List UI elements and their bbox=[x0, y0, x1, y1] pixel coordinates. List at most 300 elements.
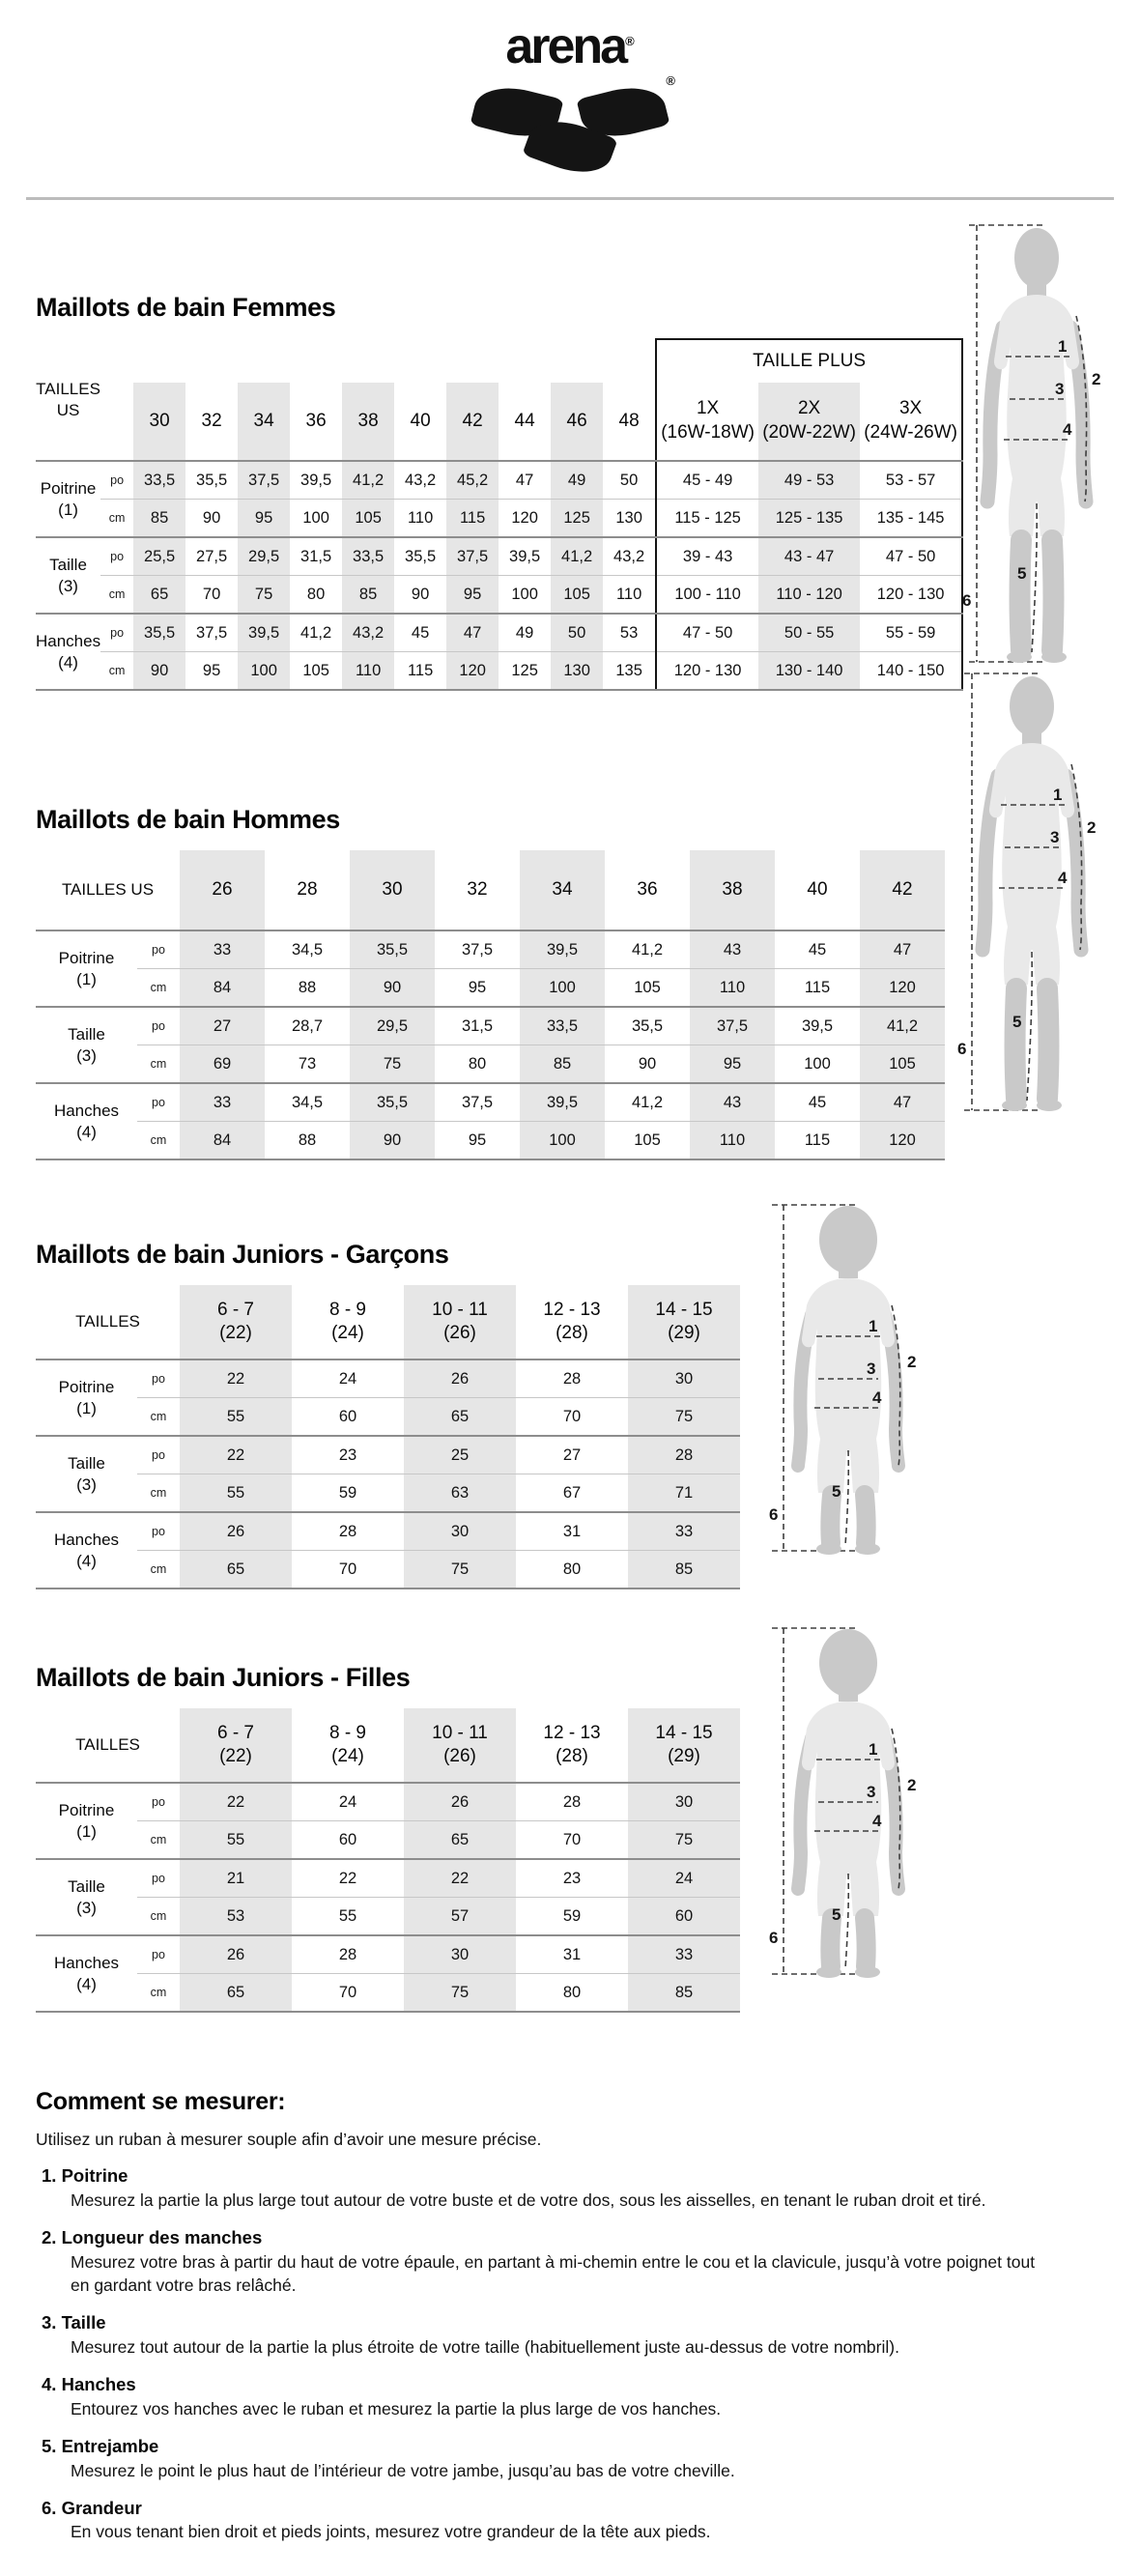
value-cell: 90 bbox=[394, 576, 446, 615]
howto-item-title bbox=[42, 2496, 1104, 2521]
value-cell: 95 bbox=[238, 500, 290, 538]
howto-item-hanches bbox=[42, 2372, 1104, 2421]
value-cell: 27 bbox=[180, 1007, 265, 1045]
size-header bbox=[292, 1285, 404, 1360]
row-label-name: Taille bbox=[49, 556, 87, 575]
value-cell: 45 bbox=[775, 930, 860, 969]
value-cell: 28 bbox=[292, 1512, 404, 1551]
row-label bbox=[36, 1935, 137, 2012]
size-header: 34 bbox=[520, 850, 605, 930]
unit-label: cm bbox=[100, 652, 133, 691]
plus-size-range: (16W-18W) bbox=[661, 422, 755, 443]
howto-item-title bbox=[42, 2310, 1104, 2335]
row-label-number: (4) bbox=[76, 1551, 97, 1570]
size-header bbox=[180, 1708, 292, 1783]
value-cell: 41,2 bbox=[605, 1083, 690, 1122]
value-cell: 50 bbox=[551, 614, 603, 652]
size-header: 36 bbox=[605, 850, 690, 930]
unit-label: po bbox=[137, 1083, 180, 1122]
size-alt: (22) bbox=[219, 1746, 252, 1766]
header-divider bbox=[26, 197, 1114, 200]
body-figure-boy bbox=[756, 1193, 940, 1562]
howto-item-title bbox=[42, 2372, 1104, 2397]
unit-label: cm bbox=[137, 1974, 180, 2013]
value-cell: 105 bbox=[605, 969, 690, 1008]
value-cell: 35,5 bbox=[394, 537, 446, 576]
value-cell: 43,2 bbox=[342, 614, 394, 652]
value-cell: 41,2 bbox=[860, 1007, 945, 1045]
howto-item-number: 4. bbox=[42, 2374, 57, 2395]
size-header: 34 bbox=[238, 383, 290, 461]
row-label-number: (3) bbox=[76, 1898, 97, 1917]
plus-value-cell: 45 - 49 bbox=[656, 461, 758, 500]
value-cell: 120 bbox=[499, 500, 551, 538]
value-cell: 37,5 bbox=[690, 1007, 775, 1045]
value-cell: 115 bbox=[775, 969, 860, 1008]
value-cell: 95 bbox=[185, 652, 238, 691]
unit-label: cm bbox=[100, 500, 133, 538]
howto-item-poitrine bbox=[42, 2163, 1104, 2213]
size-header: 32 bbox=[185, 383, 238, 461]
size-alt: (24) bbox=[331, 1746, 364, 1766]
unit-label: cm bbox=[100, 576, 133, 615]
value-cell: 90 bbox=[133, 652, 185, 691]
howto-item-manches bbox=[42, 2225, 1104, 2299]
value-cell: 105 bbox=[860, 1045, 945, 1084]
value-cell: 37,5 bbox=[435, 1083, 520, 1122]
size-header: 38 bbox=[690, 850, 775, 930]
howto-item-body: En vous tenant bien droit et pieds joints, mesurez votre grandeur de la tête aux pieds. bbox=[71, 2522, 711, 2542]
value-cell: 60 bbox=[292, 1398, 404, 1437]
value-cell: 105 bbox=[342, 500, 394, 538]
howto-item-body: Mesurez tout autour de la partie la plus étroite de votre taille (habituellement juste au-dessus de votre nombril). bbox=[71, 2337, 899, 2358]
value-cell: 53 bbox=[603, 614, 656, 652]
size-header: 28 bbox=[265, 850, 350, 930]
registered-mark: ® bbox=[666, 73, 675, 88]
size-alt: (29) bbox=[668, 1323, 700, 1343]
sizes-label: TAILLES US bbox=[36, 339, 100, 461]
unit-label: cm bbox=[137, 1474, 180, 1513]
plus-size-header bbox=[860, 383, 962, 461]
plus-value-cell: 55 - 59 bbox=[860, 614, 962, 652]
value-cell: 41,2 bbox=[342, 461, 394, 500]
row-label bbox=[36, 1512, 137, 1589]
row-label bbox=[36, 1360, 137, 1436]
value-cell: 70 bbox=[292, 1974, 404, 2013]
value-cell: 39,5 bbox=[520, 930, 605, 969]
size-name: 14 - 15 bbox=[655, 1723, 713, 1744]
row-label-number: (4) bbox=[76, 1974, 97, 1993]
value-cell: 69 bbox=[180, 1045, 265, 1084]
row-label bbox=[36, 461, 100, 537]
value-cell: 105 bbox=[290, 652, 342, 691]
value-cell: 75 bbox=[628, 1821, 740, 1860]
arena-wordmark bbox=[444, 18, 696, 74]
value-cell: 50 bbox=[603, 461, 656, 500]
row-label bbox=[36, 930, 137, 1007]
sizes-label: TAILLES bbox=[36, 1285, 180, 1360]
plus-value-cell: 110 - 120 bbox=[758, 576, 860, 615]
size-table-filles-host bbox=[36, 1708, 1104, 2013]
value-cell: 39,5 bbox=[238, 614, 290, 652]
value-cell: 25 bbox=[404, 1436, 516, 1474]
value-cell: 95 bbox=[446, 576, 499, 615]
value-cell: 120 bbox=[860, 1122, 945, 1160]
size-header bbox=[404, 1708, 516, 1783]
value-cell: 90 bbox=[350, 969, 435, 1008]
howto-item-body: Entourez vos hanches avec le ruban et mesurez la partie la plus large de vos hanches. bbox=[71, 2398, 722, 2419]
value-cell: 23 bbox=[292, 1436, 404, 1474]
unit-label: cm bbox=[137, 1551, 180, 1589]
row-label bbox=[36, 537, 100, 614]
plus-value-cell: 125 - 135 bbox=[758, 500, 860, 538]
size-name: 8 - 9 bbox=[328, 1723, 367, 1744]
value-cell: 22 bbox=[292, 1859, 404, 1898]
plus-size-range: (24W-26W) bbox=[864, 422, 957, 443]
size-header: 40 bbox=[775, 850, 860, 930]
size-guide-page bbox=[0, 18, 1140, 2576]
unit-label: po bbox=[100, 614, 133, 652]
plus-value-cell: 120 - 130 bbox=[860, 576, 962, 615]
value-cell: 130 bbox=[551, 652, 603, 691]
value-cell: 125 bbox=[499, 652, 551, 691]
section-garcons bbox=[36, 1240, 1104, 1589]
unit-label: po bbox=[137, 930, 180, 969]
row-label-number: (3) bbox=[58, 576, 78, 595]
row-label bbox=[36, 1007, 137, 1083]
unit-label: po bbox=[137, 1783, 180, 1821]
size-table-garcons-host bbox=[36, 1285, 1104, 1589]
plus-value-cell: 47 - 50 bbox=[860, 537, 962, 576]
plus-value-cell: 130 - 140 bbox=[758, 652, 860, 691]
value-cell: 49 bbox=[499, 614, 551, 652]
howto-intro: Utilisez un ruban à mesurer souple afin d’avoir une mesure précise. bbox=[36, 2130, 542, 2149]
unit-label: po bbox=[137, 1360, 180, 1398]
section-title-femmes: Maillots de bain Femmes bbox=[36, 293, 336, 322]
unit-label: po bbox=[137, 1935, 180, 1974]
howto-item-number: 3. bbox=[42, 2312, 57, 2333]
value-cell: 75 bbox=[628, 1398, 740, 1437]
value-cell: 65 bbox=[404, 1821, 516, 1860]
value-cell: 84 bbox=[180, 1122, 265, 1160]
value-cell: 115 bbox=[775, 1122, 860, 1160]
row-label bbox=[36, 614, 100, 690]
value-cell: 110 bbox=[690, 1122, 775, 1160]
value-cell: 80 bbox=[290, 576, 342, 615]
section-femmes bbox=[36, 293, 1104, 691]
plus-value-cell: 115 - 125 bbox=[656, 500, 758, 538]
value-cell: 85 bbox=[133, 500, 185, 538]
size-header: 30 bbox=[350, 850, 435, 930]
plus-value-cell: 39 - 43 bbox=[656, 537, 758, 576]
value-cell: 24 bbox=[292, 1360, 404, 1398]
howto-item-body: Mesurez la partie la plus large tout autour de votre buste et de votre dos, sous les aisselles, en tenant le ruban droit et tiré. bbox=[71, 2190, 986, 2210]
value-cell: 120 bbox=[860, 969, 945, 1008]
unit-label: po bbox=[137, 1007, 180, 1045]
body-figure-woman bbox=[959, 215, 1104, 670]
row-label-number: (1) bbox=[76, 1821, 97, 1841]
section-filles bbox=[36, 1663, 1104, 2013]
value-cell: 24 bbox=[628, 1859, 740, 1898]
value-cell: 60 bbox=[292, 1821, 404, 1860]
size-header: 30 bbox=[133, 383, 185, 461]
plus-value-cell: 135 - 145 bbox=[860, 500, 962, 538]
value-cell: 30 bbox=[628, 1783, 740, 1821]
size-alt: (29) bbox=[668, 1746, 700, 1766]
body-figure-man bbox=[950, 664, 1104, 1118]
unit-label: cm bbox=[137, 1045, 180, 1084]
value-cell: 73 bbox=[265, 1045, 350, 1084]
value-cell: 85 bbox=[628, 1974, 740, 2013]
value-cell: 80 bbox=[516, 1551, 628, 1589]
size-table bbox=[36, 1708, 740, 2013]
row-label-name: Taille bbox=[68, 1454, 105, 1474]
value-cell: 65 bbox=[404, 1398, 516, 1437]
plus-value-cell: 120 - 130 bbox=[656, 652, 758, 691]
row-label-number: (4) bbox=[58, 652, 78, 672]
value-cell: 21 bbox=[180, 1859, 292, 1898]
how-to-measure bbox=[36, 2088, 1104, 2544]
value-cell: 88 bbox=[265, 1122, 350, 1160]
value-cell: 100 bbox=[775, 1045, 860, 1084]
value-cell: 24 bbox=[292, 1783, 404, 1821]
plus-value-cell: 53 - 57 bbox=[860, 461, 962, 500]
value-cell: 26 bbox=[180, 1512, 292, 1551]
howto-item-label: Longueur des manches bbox=[61, 2226, 263, 2247]
value-cell: 39,5 bbox=[499, 537, 551, 576]
value-cell: 29,5 bbox=[238, 537, 290, 576]
value-cell: 27 bbox=[516, 1436, 628, 1474]
howto-item-number: 1. bbox=[42, 2165, 57, 2186]
value-cell: 75 bbox=[238, 576, 290, 615]
row-label-name: Poitrine bbox=[58, 1378, 115, 1397]
row-label-name: Hanches bbox=[53, 1954, 120, 1973]
value-cell: 25,5 bbox=[133, 537, 185, 576]
howto-item-label: Taille bbox=[61, 2312, 106, 2333]
unit-label: po bbox=[100, 537, 133, 576]
value-cell: 28 bbox=[516, 1360, 628, 1398]
value-cell: 30 bbox=[404, 1512, 516, 1551]
value-cell: 45,2 bbox=[446, 461, 499, 500]
howto-item-body: Mesurez le point le plus haut de l’intérieur de votre jambe, jusqu’au bas de votre cheville. bbox=[71, 2460, 735, 2480]
value-cell: 45 bbox=[775, 1083, 860, 1122]
value-cell: 59 bbox=[516, 1898, 628, 1936]
value-cell: 34,5 bbox=[265, 930, 350, 969]
value-cell: 22 bbox=[404, 1859, 516, 1898]
unit-label: cm bbox=[137, 1398, 180, 1437]
row-label-name: Hanches bbox=[36, 632, 101, 651]
value-cell: 43,2 bbox=[394, 461, 446, 500]
unit-label: cm bbox=[137, 1122, 180, 1160]
value-cell: 90 bbox=[605, 1045, 690, 1084]
value-cell: 105 bbox=[605, 1122, 690, 1160]
value-cell: 26 bbox=[404, 1360, 516, 1398]
row-label-number: (1) bbox=[76, 969, 97, 988]
plus-size-range: (20W-22W) bbox=[762, 422, 856, 443]
size-alt: (26) bbox=[443, 1746, 476, 1766]
value-cell: 37,5 bbox=[446, 537, 499, 576]
value-cell: 65 bbox=[133, 576, 185, 615]
row-label-name: Hanches bbox=[53, 1102, 120, 1121]
size-alt: (22) bbox=[219, 1323, 252, 1343]
size-header bbox=[516, 1285, 628, 1360]
value-cell: 55 bbox=[292, 1898, 404, 1936]
row-label-number: (3) bbox=[76, 1045, 97, 1065]
plus-size-name: 2X bbox=[797, 398, 821, 419]
howto-heading: Comment se mesurer: bbox=[36, 2088, 286, 2115]
value-cell: 75 bbox=[404, 1974, 516, 2013]
value-cell: 55 bbox=[180, 1474, 292, 1513]
value-cell: 28,7 bbox=[265, 1007, 350, 1045]
value-cell: 31 bbox=[516, 1512, 628, 1551]
value-cell: 63 bbox=[404, 1474, 516, 1513]
plus-value-cell: 47 - 50 bbox=[656, 614, 758, 652]
value-cell: 70 bbox=[516, 1398, 628, 1437]
size-header: 44 bbox=[499, 383, 551, 461]
value-cell: 47 bbox=[860, 1083, 945, 1122]
size-header: 38 bbox=[342, 383, 394, 461]
value-cell: 100 bbox=[290, 500, 342, 538]
plus-value-cell: 140 - 150 bbox=[860, 652, 962, 691]
size-table bbox=[36, 850, 945, 1160]
value-cell: 100 bbox=[520, 969, 605, 1008]
value-cell: 35,5 bbox=[605, 1007, 690, 1045]
howto-item-number: 2. bbox=[42, 2226, 57, 2247]
value-cell: 28 bbox=[628, 1436, 740, 1474]
value-cell: 80 bbox=[516, 1974, 628, 2013]
size-name: 14 - 15 bbox=[655, 1300, 713, 1321]
value-cell: 59 bbox=[292, 1474, 404, 1513]
value-cell: 130 bbox=[603, 500, 656, 538]
value-cell: 29,5 bbox=[350, 1007, 435, 1045]
value-cell: 70 bbox=[516, 1821, 628, 1860]
howto-item-title bbox=[42, 2434, 1104, 2459]
howto-item-number: 6. bbox=[42, 2497, 57, 2518]
size-name: 10 - 11 bbox=[432, 1300, 488, 1321]
value-cell: 47 bbox=[860, 930, 945, 969]
size-table-hommes-host bbox=[36, 850, 1104, 1160]
unit-label: cm bbox=[137, 1898, 180, 1936]
size-table bbox=[36, 1285, 740, 1589]
size-header bbox=[628, 1285, 740, 1360]
size-alt: (28) bbox=[556, 1746, 588, 1766]
value-cell: 55 bbox=[180, 1398, 292, 1437]
value-cell: 28 bbox=[516, 1783, 628, 1821]
size-header: 36 bbox=[290, 383, 342, 461]
unit-label: cm bbox=[137, 1821, 180, 1860]
value-cell: 33 bbox=[180, 930, 265, 969]
value-cell: 71 bbox=[628, 1474, 740, 1513]
row-label-name: Poitrine bbox=[58, 949, 115, 968]
value-cell: 47 bbox=[446, 614, 499, 652]
sizes-label: TAILLES US bbox=[36, 850, 180, 930]
size-header: 42 bbox=[860, 850, 945, 930]
section-title-filles: Maillots de bain Juniors - Filles bbox=[36, 1663, 411, 1692]
value-cell: 34,5 bbox=[265, 1083, 350, 1122]
size-name: 10 - 11 bbox=[432, 1723, 488, 1744]
value-cell: 75 bbox=[350, 1045, 435, 1084]
value-cell: 33 bbox=[628, 1512, 740, 1551]
value-cell: 85 bbox=[342, 576, 394, 615]
size-alt: (24) bbox=[331, 1323, 364, 1343]
howto-item-body: Mesurez votre bras à partir du haut de votre épaule, en partant à mi-chemin entre le cou et la clavicule, jusqu’à votre poignet tout en gardant votre bras relâché. bbox=[71, 2251, 1036, 2296]
value-cell: 67 bbox=[516, 1474, 628, 1513]
arena-logo bbox=[444, 18, 696, 172]
size-name: 8 - 9 bbox=[328, 1300, 367, 1321]
size-header: 48 bbox=[603, 383, 656, 461]
howto-item-number: 5. bbox=[42, 2435, 57, 2456]
section-title-hommes: Maillots de bain Hommes bbox=[36, 805, 340, 834]
value-cell: 85 bbox=[628, 1551, 740, 1589]
size-header: 40 bbox=[394, 383, 446, 461]
size-header: 46 bbox=[551, 383, 603, 461]
size-header bbox=[292, 1708, 404, 1783]
value-cell: 125 bbox=[551, 500, 603, 538]
value-cell: 47 bbox=[499, 461, 551, 500]
value-cell: 22 bbox=[180, 1360, 292, 1398]
row-label bbox=[36, 1083, 137, 1159]
size-name: 12 - 13 bbox=[543, 1723, 601, 1744]
value-cell: 35,5 bbox=[350, 930, 435, 969]
size-header bbox=[516, 1708, 628, 1783]
plus-size-name: 3X bbox=[898, 398, 923, 419]
value-cell: 33,5 bbox=[342, 537, 394, 576]
howto-item-grandeur bbox=[42, 2496, 1104, 2545]
size-header bbox=[628, 1708, 740, 1783]
howto-item-title bbox=[42, 2163, 1104, 2189]
size-alt: (26) bbox=[443, 1323, 476, 1343]
value-cell: 30 bbox=[628, 1360, 740, 1398]
value-cell: 27,5 bbox=[185, 537, 238, 576]
plus-size-group-header: TAILLE PLUS bbox=[656, 339, 962, 383]
howto-item-label: Hanches bbox=[61, 2374, 136, 2395]
size-header: 26 bbox=[180, 850, 265, 930]
value-cell: 55 bbox=[180, 1821, 292, 1860]
value-cell: 33 bbox=[180, 1083, 265, 1122]
row-label bbox=[36, 1783, 137, 1859]
value-cell: 37,5 bbox=[435, 930, 520, 969]
value-cell: 26 bbox=[404, 1783, 516, 1821]
value-cell: 35,5 bbox=[133, 614, 185, 652]
value-cell: 33,5 bbox=[133, 461, 185, 500]
row-label-name: Poitrine bbox=[40, 479, 97, 499]
value-cell: 53 bbox=[180, 1898, 292, 1936]
size-header: 42 bbox=[446, 383, 499, 461]
size-name: 6 - 7 bbox=[216, 1723, 255, 1744]
value-cell: 30 bbox=[404, 1935, 516, 1974]
row-label bbox=[36, 1859, 137, 1935]
value-cell: 135 bbox=[603, 652, 656, 691]
size-name: 12 - 13 bbox=[543, 1300, 601, 1321]
value-cell: 84 bbox=[180, 969, 265, 1008]
value-cell: 37,5 bbox=[238, 461, 290, 500]
value-cell: 35,5 bbox=[350, 1083, 435, 1122]
size-table-femmes-host bbox=[36, 338, 1104, 691]
value-cell: 31,5 bbox=[290, 537, 342, 576]
value-cell: 110 bbox=[690, 969, 775, 1008]
plus-value-cell: 50 - 55 bbox=[758, 614, 860, 652]
value-cell: 70 bbox=[185, 576, 238, 615]
value-cell: 43,2 bbox=[603, 537, 656, 576]
value-cell: 115 bbox=[446, 500, 499, 538]
section-title-garcons: Maillots de bain Juniors - Garçons bbox=[36, 1240, 449, 1269]
row-label-name: Poitrine bbox=[58, 1801, 115, 1820]
value-cell: 41,2 bbox=[290, 614, 342, 652]
unit-label: po bbox=[137, 1859, 180, 1898]
value-cell: 43 bbox=[690, 1083, 775, 1122]
value-cell: 120 bbox=[446, 652, 499, 691]
value-cell: 60 bbox=[628, 1898, 740, 1936]
